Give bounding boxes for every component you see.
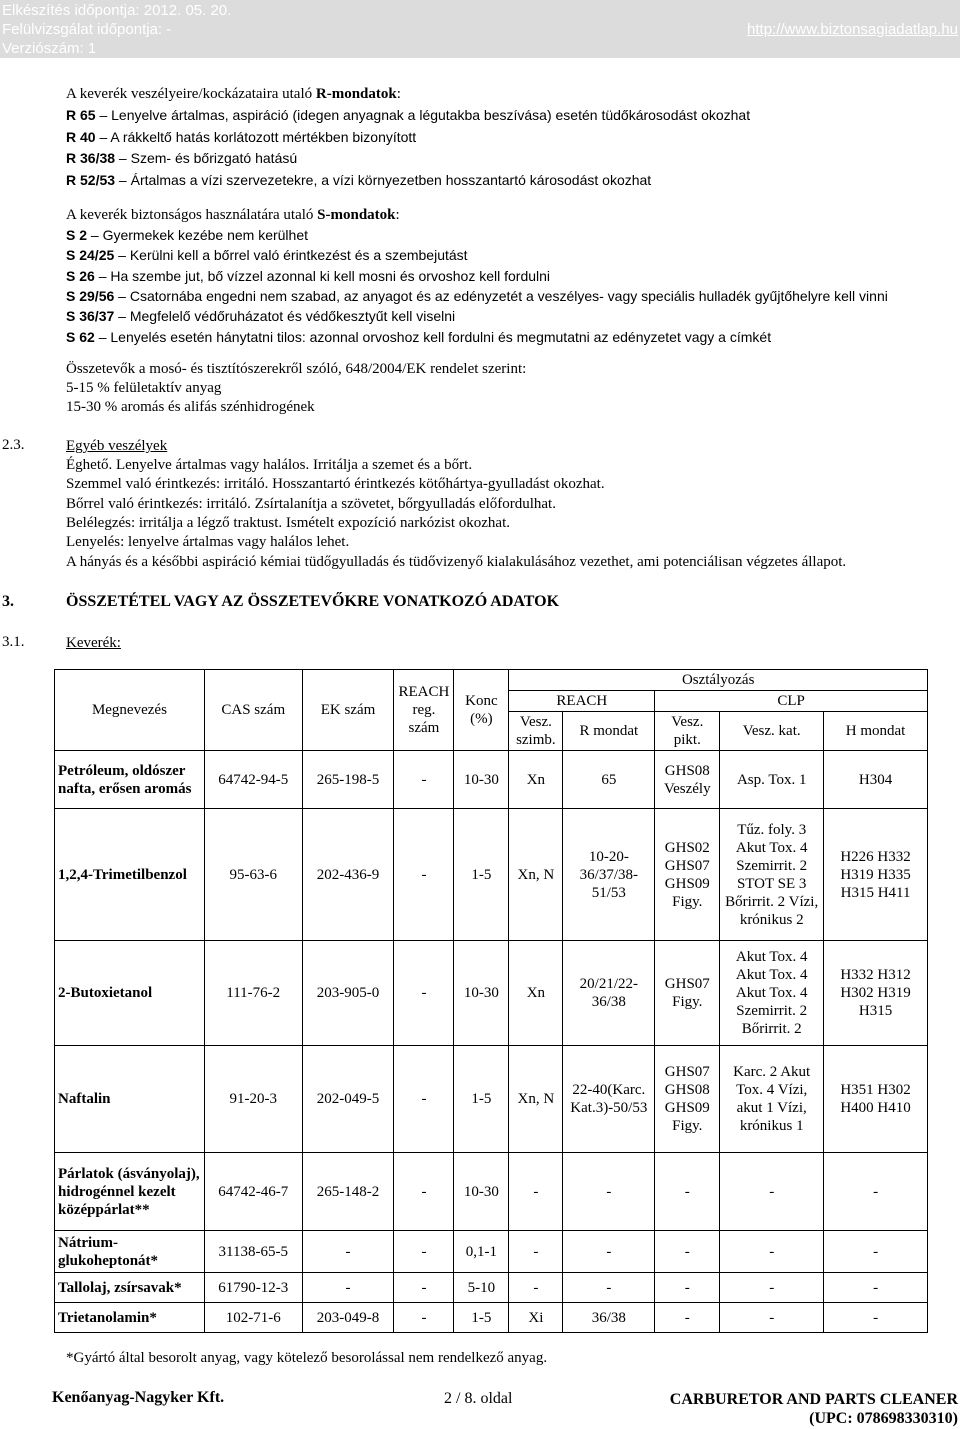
header-reach: REACH: [509, 691, 655, 712]
product-upc: (UPC: 078698330310): [809, 1410, 958, 1427]
r-mondat-cell: 20/21/22-36/38: [563, 941, 655, 1046]
vesz-szimb-cell: Xn, N: [509, 1046, 563, 1153]
cas-cell: 64742-94-5: [204, 751, 302, 809]
vesz-pikt-cell: -: [655, 1231, 720, 1273]
vesz-kat-cell: -: [720, 1231, 824, 1273]
phrase-code: S 24/25: [66, 247, 115, 264]
phrase-text: – Ártalmas a vízi szervezetekre, a vízi környezetben hosszantartó károsodást okozhat: [115, 171, 652, 188]
reach-reg-cell: -: [394, 941, 454, 1046]
r-mondat-cell: -: [563, 1273, 655, 1303]
substance-name-cell: Párlatok (ásványolaj), hidrogénnel kezelt középpárlat**: [55, 1153, 205, 1231]
vesz-szimb-cell: -: [509, 1273, 563, 1303]
phrase-text: – Gyermekek kezébe nem kerülhet: [87, 227, 309, 243]
konc-cell: 5-10: [454, 1273, 509, 1303]
detergent-title: Összetevők a mosó- és tisztítószerekről szóló, 648/2004/EK rendelet szerint:: [66, 361, 527, 377]
h-mondat-cell: -: [824, 1273, 928, 1303]
cas-cell: 111-76-2: [204, 941, 302, 1046]
phrase-code: R 40: [66, 128, 96, 145]
konc-cell: 1-5: [454, 809, 509, 941]
footer-product: [670, 1390, 958, 1428]
phrase-text: – Kerülni kell a bőrrel való érintkezést és a szembejutást: [114, 247, 468, 264]
s-section-title: A keverék biztonságos használatára utaló S-mondatok:: [66, 207, 400, 223]
ek-cell: 265-198-5: [302, 751, 394, 809]
table-row: [55, 1303, 928, 1333]
r-mondat-cell: -: [563, 1153, 655, 1231]
vesz-kat-cell: Tűz. foly. 3 Akut Tox. 4 Szemirrit. 2 STOT SE 3 Bőrirrit. 2 Vízi, krónikus 2: [720, 809, 824, 941]
phrase-code: R 52/53: [66, 171, 116, 188]
h-mondat-cell: -: [824, 1231, 928, 1273]
phrase-line: [66, 307, 455, 325]
h-mondat-cell: -: [824, 1303, 928, 1333]
section-title: ÖSSZETÉTEL VAGY AZ ÖSSZETEVŐKRE VONATKOZÓ ADATOK: [66, 593, 560, 610]
website-link[interactable]: http://www.biztonsagiadatlap.hu: [747, 21, 958, 38]
vesz-szimb-cell: Xi: [509, 1303, 563, 1333]
vesz-pikt-cell: -: [655, 1303, 720, 1333]
phrase-line: [66, 149, 297, 167]
ek-cell: 203-905-0: [302, 941, 394, 1046]
vesz-pikt-cell: -: [655, 1153, 720, 1231]
phrase-line: [66, 246, 468, 264]
vesz-pikt-cell: GHS07 Figy.: [655, 941, 720, 1046]
table-row: [55, 1153, 928, 1231]
phrase-code: S 62: [66, 328, 95, 345]
section-number: 3.1.: [2, 634, 25, 650]
header-cas: CAS szám: [204, 670, 302, 751]
phrase-line: [66, 106, 750, 124]
vesz-szimb-cell: Xn: [509, 751, 563, 809]
konc-cell: 1-5: [454, 1046, 509, 1153]
ek-cell: -: [302, 1273, 394, 1303]
vesz-kat-cell: Asp. Tox. 1: [720, 751, 824, 809]
konc-cell: 10-30: [454, 751, 509, 809]
hazard-line: A hányás és a későbbi aspiráció kémiai tüdőgyulladás és tüdővizenyő kialakulásához vezethet, ami potenciálisan végzetes állapot.: [66, 553, 847, 570]
phrase-code: R 36/38: [66, 150, 116, 166]
reach-reg-cell: -: [394, 1153, 454, 1231]
ek-cell: -: [302, 1231, 394, 1273]
substance-name-cell: 2-Butoxietanol: [55, 941, 205, 1046]
vesz-kat-cell: -: [720, 1273, 824, 1303]
h-mondat-cell: H332 H312 H302 H319 H315: [824, 941, 928, 1046]
ek-cell: 202-049-5: [302, 1046, 394, 1153]
hazard-line: Szemmel való érintkezés: irritáló. Hosszantartó érintkezés kötőhártya-gyulladást okozhat.: [66, 476, 605, 493]
header-name: Megnevezés: [55, 670, 205, 751]
cas-cell: 95-63-6: [204, 809, 302, 941]
substance-name-cell: 1,2,4-Trimetilbenzol: [55, 809, 205, 941]
header-clp: CLP: [655, 691, 928, 712]
detergent-line: 5-15 % felületaktív anyag: [66, 380, 222, 396]
phrase-line: [66, 267, 550, 285]
revision-date: Felülvizsgálat időpontja: -: [2, 21, 172, 38]
header-vesz-kat: Vesz. kat.: [720, 712, 824, 751]
vesz-kat-cell: -: [720, 1153, 824, 1231]
vesz-pikt-cell: GHS07 GHS08 GHS09 Figy.: [655, 1046, 720, 1153]
phrase-text: – Megfelelő védőruházatot és védőkesztyűt kell viselni: [114, 308, 456, 325]
phrase-code: R 65: [66, 107, 96, 123]
vesz-pikt-cell: GHS02 GHS07 GHS09 Figy.: [655, 809, 720, 941]
vesz-szimb-cell: Xn: [509, 941, 563, 1046]
phrase-line: [66, 226, 308, 244]
substance-name-cell: Naftalin: [55, 1046, 205, 1153]
r-mondat-cell: 22-40(Karc. Kat.3)-50/53: [563, 1046, 655, 1153]
vesz-pikt-cell: GHS08 Veszély: [655, 751, 720, 809]
r-mondat-cell: 36/38: [563, 1303, 655, 1333]
konc-cell: 1-5: [454, 1303, 509, 1333]
phrase-text: – A rákkeltő hatás korlátozott mértékben bizonyított: [95, 128, 417, 145]
vesz-kat-cell: Karc. 2 Akut Tox. 4 Vízi, akut 1 Vízi, krónikus 1: [720, 1046, 824, 1153]
header-h-mondat: H mondat: [824, 712, 928, 751]
phrase-text: – Lenyelés esetén hánytatni tilos: azonnal orvoshoz kell fordulni és megmutatni az edényzetet vagy a címkét: [94, 328, 772, 345]
header-vesz-szimb: Vesz. szimb.: [509, 712, 563, 751]
konc-cell: 0,1-1: [454, 1231, 509, 1273]
hazard-line: Belélegzés: irritálja a légző traktust. Ismételt expozíció narkózist okozhat.: [66, 514, 511, 531]
product-name: CARBURETOR AND PARTS CLEANER: [669, 1391, 958, 1408]
footnote: *Gyártó által besorolt anyag, vagy kötelező besorolással nem rendelkező anyag.: [66, 1350, 548, 1366]
reach-reg-cell: -: [394, 1303, 454, 1333]
konc-cell: 10-30: [454, 941, 509, 1046]
reach-reg-cell: -: [394, 751, 454, 809]
vesz-pikt-cell: -: [655, 1273, 720, 1303]
hazard-line: Bőrrel való érintkezés: irritáló. Zsírtalanítja a szövetet, bőrgyulladás előfordulhat.: [66, 495, 556, 512]
header-ek: EK szám: [302, 670, 394, 751]
version-number: Verziószám: 1: [2, 40, 97, 57]
r-mondat-cell: -: [563, 1231, 655, 1273]
header-vesz-pikt: Vesz. pikt.: [655, 712, 720, 751]
table-row: [55, 751, 928, 809]
h-mondat-cell: H304: [824, 751, 928, 809]
cas-cell: 102-71-6: [204, 1303, 302, 1333]
phrase-text: – Lenyelve ártalmas, aspiráció (idegen anyagnak a légutakba beszívása) esetén tüdőkárosodást okozhat: [95, 107, 751, 123]
table-row: [55, 941, 928, 1046]
phrase-text: – Csatornába engedni nem szabad, az anyagot és az edényzetét a veszélyes- vagy speciális hulladék gyűjtőhelyre kell vinni: [114, 287, 888, 304]
phrase-line: [66, 328, 771, 346]
ek-cell: 202-436-9: [302, 809, 394, 941]
page-number: 2 / 8. oldal: [444, 1390, 513, 1407]
r-mondat-cell: 65: [563, 751, 655, 809]
created-date: Elkészítés időpontja: 2012. 05. 20.: [2, 2, 232, 19]
h-mondat-cell: -: [824, 1153, 928, 1231]
section-number: 3.: [2, 593, 14, 610]
substance-name-cell: Nátrium-glukoheptonát*: [55, 1231, 205, 1273]
cas-cell: 64742-46-7: [204, 1153, 302, 1231]
cas-cell: 31138-65-5: [204, 1231, 302, 1273]
reach-reg-cell: -: [394, 1046, 454, 1153]
substance-name-cell: Petróleum, oldószer nafta, erősen aromás: [55, 751, 205, 809]
header-reach-reg: REACH reg. szám: [394, 670, 454, 751]
cas-cell: 91-20-3: [204, 1046, 302, 1153]
r-mondat-cell: 10-20-36/37/38-51/53: [563, 809, 655, 941]
section-number: 2.3.: [2, 437, 25, 453]
table-row: [55, 809, 928, 941]
section-title: Egyéb veszélyek: [66, 438, 168, 454]
h-mondat-cell: H351 H302 H400 H410: [824, 1046, 928, 1153]
r-section-title: A keverék veszélyeire/kockázataira utaló R-mondatok:: [66, 86, 401, 102]
vesz-kat-cell: Akut Tox. 4 Akut Tox. 4 Akut Tox. 4 Szemirrit. 2 Bőrirrit. 2: [720, 941, 824, 1046]
vesz-szimb-cell: -: [509, 1153, 563, 1231]
ek-cell: 265-148-2: [302, 1153, 394, 1231]
phrase-code: S 26: [66, 267, 95, 284]
h-mondat-cell: H226 H332 H319 H335 H315 H411: [824, 809, 928, 941]
vesz-szimb-cell: -: [509, 1231, 563, 1273]
vesz-kat-cell: -: [720, 1303, 824, 1333]
ek-cell: 203-049-8: [302, 1303, 394, 1333]
phrase-line: [66, 128, 416, 146]
header-classification: Osztályozás: [509, 670, 928, 691]
phrase-text: – Szem- és bőrizgató hatású: [115, 150, 298, 166]
detergent-line: 15-30 % aromás és alifás szénhidrogének: [66, 399, 315, 415]
substance-name-cell: Trietanolamin*: [55, 1303, 205, 1333]
reach-reg-cell: -: [394, 1273, 454, 1303]
table-row: [55, 1231, 928, 1273]
phrase-line: [66, 171, 651, 189]
phrase-code: S 29/56: [66, 287, 115, 304]
composition-table: [54, 669, 928, 1333]
header-r-mondat: R mondat: [563, 712, 655, 751]
konc-cell: 10-30: [454, 1153, 509, 1231]
reach-reg-cell: -: [394, 1231, 454, 1273]
cas-cell: 61790-12-3: [204, 1273, 302, 1303]
table-row: [55, 1273, 928, 1303]
substance-name-cell: Tallolaj, zsírsavak*: [55, 1273, 205, 1303]
footer-company: Kenőanyag-Nagyker Kft.: [52, 1389, 225, 1406]
phrase-code: S 2: [66, 227, 88, 243]
reach-reg-cell: -: [394, 809, 454, 941]
hazard-line: Éghető. Lenyelve ártalmas vagy halálos. Irritálja a szemet és a bőrt.: [66, 457, 473, 473]
phrase-code: S 36/37: [66, 308, 115, 325]
phrase-line: [66, 287, 888, 305]
header-konc: Konc (%): [454, 670, 509, 751]
hazard-line: Lenyelés: lenyelve ártalmas vagy halálos lehet.: [66, 534, 350, 551]
section-title: Keverék:: [66, 635, 121, 651]
phrase-text: – Ha szembe jut, bő vízzel azonnal ki kell mosni és orvoshoz kell fordulni: [94, 267, 551, 284]
table-row: [55, 1046, 928, 1153]
vesz-szimb-cell: Xn, N: [509, 809, 563, 941]
